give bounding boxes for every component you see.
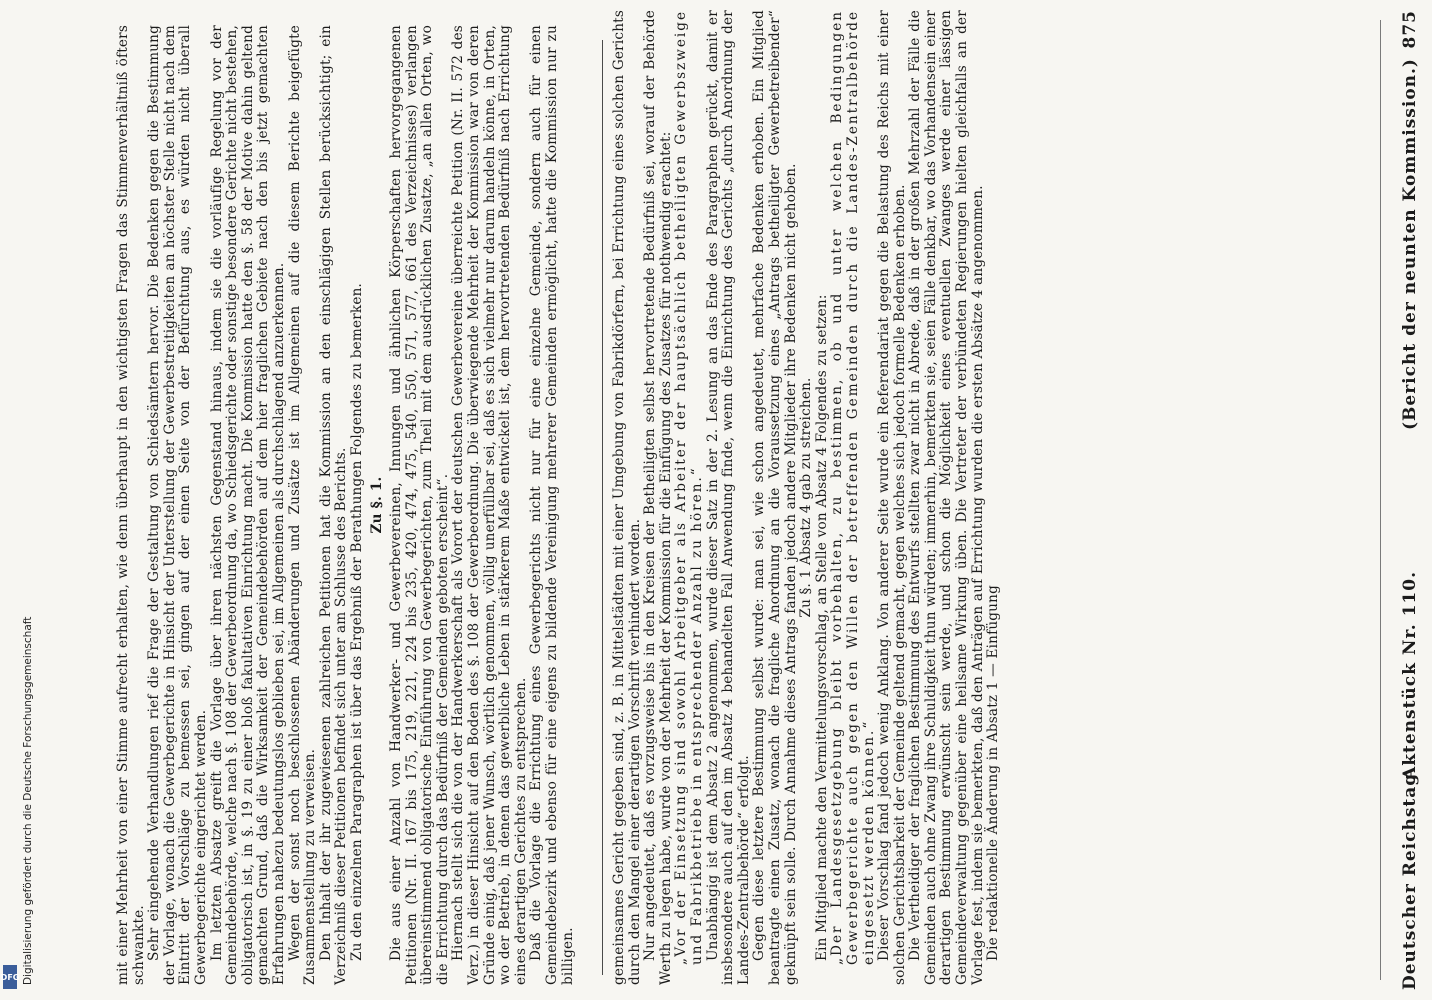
paragraph: Wegen der sonst noch beschlossenen Abänderungen und Zusätze ist im Allgemeinen auf die diesem Berichte beigefügte Zusammenstellung zu verweisen. <box>286 25 319 985</box>
paragraph: Ein Mitglied machte den Vermittelungsvorschlag, an Stelle von Absatz 4 Folgendes zu setzen: <box>813 294 830 961</box>
digitization-credit: Digitalisierung gefördert durch die Deutsche Forschungsgemeinschaft <box>22 616 34 985</box>
paragraph: Dieser Vorschlag fand jedoch wenig Anklang. Von anderer Seite wurde ein Referendariat gegen die Belastung des Reichs mit einer solchen Gerichtsbarkeit der Gemeinde geltend gemacht, gegen welches sich jedoch formelle Bedenken erhoben. <box>876 10 908 985</box>
paragraph: Die Vertheidiger der fraglichen Bestimmung des Entwurfs stellten zwar nicht in Abrede, daß in der großen Mehrzahl der Fälle die Gemeinden auch ohne Zwang ihre Schuldigkeit thun würden; immerhin, bemerkten sie, seien Fälle denkbar, wo das Vorhandensein einer derartigen Bestimmung erwünscht sein werde, und schon die Möglichkeit eines eventuellen Zwanges werde einer lässigen Gemeindeverwaltung gegenüber eine heilsame Wirkung üben. Die Vertreter der verbündeten Regierungen hielten gleichfalls an der Vorlage fest, indem sie bemerkten, daß den Anträgen auf Errichtung wurden die ersten Absätze 4 angenommen. <box>907 10 986 985</box>
paragraph: Die aus einer Anzahl von Handwerker- und Gewerbevereinen, Innungen und ähnlichen Körperschaften hervorgegangenen Petitionen (Nr. II. 167 bis 175, 219, 221, 224 bis 235, 420, 474, 475, 540, 550, 571, 577, 661 des Verzeichnisses) verlangen übereinstimmend obligatorische Einführung von Gewerbegerichten, zum Theil mit dem ausdrücklichen Zusatze, „an allen Orten, wo die Errichtung durch das Bedürfniß der Gemeinden geboten erscheint“. <box>388 25 451 985</box>
paragraph: Nur angedeutet, daß es vorzugsweise bis in den Kreisen der Betheiligten selbst hervortretende Bedürfniß sei, worauf der Behörde Werth zu legen habe, wurde von der Mehrheit der Kommission für die Einfügung des Zusatzes für nothwendig erachtet: <box>642 10 674 985</box>
paragraph: Zu den einzelnen Paragraphen ist über das Ergebniß der Berathungen Folgendes zu bemerken. <box>348 282 365 961</box>
periodical-title: Deutscher Reichstag. <box>1400 765 1420 990</box>
paragraph: Hiernach stellt sich die von der Handwerkerschaft als Vorort der deutschen Gewerbevereine überreichte Petition (Nr. II. 572 des Verz.) in dieser Hinsicht auf den Boden des §. 108 der Gewerbeordnung. Die überwiegende Mehrheit der Kommission war von deren Gründe einig, daß jener Wunsch, wörtlich genommen, völlig unerfüllbar sei, daß es sich vielmehr nur darum handeln könne, in Orten, wo der Betrieb, in denen das gewerbliche Leben in stärkerem Maße entwickelt ist, dem hervortretenden Bedürfniß nach Errichtung eines derartigen Gerichtes zu entsprechen. <box>450 25 529 985</box>
paragraph: Unabhängig ist dem Absatz 2 angenommen, wurde dieser Satz in der 2. Lesung an das Ende des Paragraphen gerückt, damit er insbesondere auch auf den im Absatz 4 behandelten Fall Anwendung finde, wenn die Einrichtung des Gerichts „durch Anordnung der Landes-Zentralbehörde“ erfolgt. <box>704 10 752 985</box>
paragraph: Daß die Vorlage die Errichtung eines Gewerbegerichts nicht nur für eine einzelne Gemeinde, sondern auch für einen Gemeindebezirk und ebenso für eine eigens zu bildende Vereinigung mehrerer Gemeinden ermöglicht, hatte die Kommission nur zu billigen. <box>528 25 576 985</box>
page-number: 875 <box>1400 10 1420 49</box>
header-rule <box>1380 20 1381 980</box>
issue-number: Aktenstück Nr. 110. <box>1400 570 1420 780</box>
dfg-logo <box>0 965 20 989</box>
paragraph: Den Inhalt der ihr zugewiesenen zahlreichen Petitionen hat die Kommission an den einschlägigen Stellen berücksichtigt; ein Verzeichniß dieser Petitionen befindet sich unter am Schlusse des Berichts. <box>317 25 350 985</box>
paragraph: Im letzten Absatze greift die Vorlage über ihren nächsten Gegenstand hinaus, indem sie die vorläufige Regelung vor der Gemeindebehörde, welche nach §. 108 der Gewerbeordnung da, wo Schiedsgerichte oder sonstige besondere Gerichte nicht bestehen, obligatorisch ist, in §. 19 zu einer bloß fakultativen Einrichtung macht. Die Kommission hatte den §. 58 der Motive dahin geltend gemachten Grund, daß die Wirksamkeit der Gemeindebehörden auf dem hier fraglichen Gebiete nach den bis jetzt gemachten Erfahrungen nahezu bedeutungslos geblieben sei, im Allgemeinen als durchschlagend anzuerkennen. <box>208 25 287 985</box>
report-subtitle: (Bericht der neunten Kommission.) <box>1400 58 1420 430</box>
paragraph: mit einer Mehrheit von einer Stimme aufrecht erhalten, wie denn überhaupt in den wichtigsten Fragen das Stimmenverhältniß öfters schwankte. <box>115 25 147 985</box>
section-heading: Zu §. 1. <box>368 476 385 534</box>
paragraph: Zu §. 1 Absatz 4 gab zu streichen. <box>798 377 815 618</box>
right-column <box>612 10 1002 985</box>
paragraph: Gegen diese letztere Bestimmung selbst wurde: man sei, wie schon angedeutet, mehrfache Bedenken erhoben. Ein Mitglied beantragte einen Zusatz, wonach die fragliche Anordnung an die Voraussetzung eines „Antrags betheiligter Gewerbetreibender“ geknüpft sein solle. Durch Annahme dieses Antrags fanden jedoch andere Mitglieder ihre Bedenken nicht gehoben. <box>751 10 799 985</box>
paragraph: Sehr eingehende Verhandlungen rief die Frage der Gestaltung von Schiedsämtern hervor. Die Bedenken gegen die Bestimmung der Vorlage, wonach die Gewerbegerichte in Hinsicht der Unterstellung der Gewerbestreitigkeiten an höchster Stelle nicht nach dem Eintritt der Vorschläge zu bemessen sei, gingen auf der einen Seite von der Befürchtung aus, es würden nicht überall Gewerbegerichte eingerichtet werden. <box>146 25 209 985</box>
quotation: „Vor der Einsetzung sind sowohl Arbeitgeber als Arbeiter der hauptsächlich betheiligten Gewerbszweige und Fabrikbetriebe in entsprechender Anzahl zu hören.“ <box>673 10 705 965</box>
dfg-logo-text: DFG <box>0 972 20 982</box>
paragraph: Die redaktionelle Änderung in Absatz 1 — Einfügung <box>985 585 1002 961</box>
left-column <box>116 25 576 985</box>
paragraph: gemeinsames Gericht gegeben sind, z. B. in Mittelstädten mit einer Umgebung von Fabrikdörfern, bei Errichtung eines solchen Gerichts durch den Mangel einer derartigen Vorschrift verhindert worden. <box>611 10 643 985</box>
column-divider <box>602 40 603 975</box>
page-header <box>1400 10 1420 990</box>
quotation: „Der Landesgesetzgebung bleibt vorbehalten, zu bestimmen, ob und unter welchen Bedingungen Gewerbegerichte auch gegen den Willen der betreffenden Gemeinden durch die Landes-Zentralbehörde eingesetzt werden können.“ <box>829 10 877 965</box>
